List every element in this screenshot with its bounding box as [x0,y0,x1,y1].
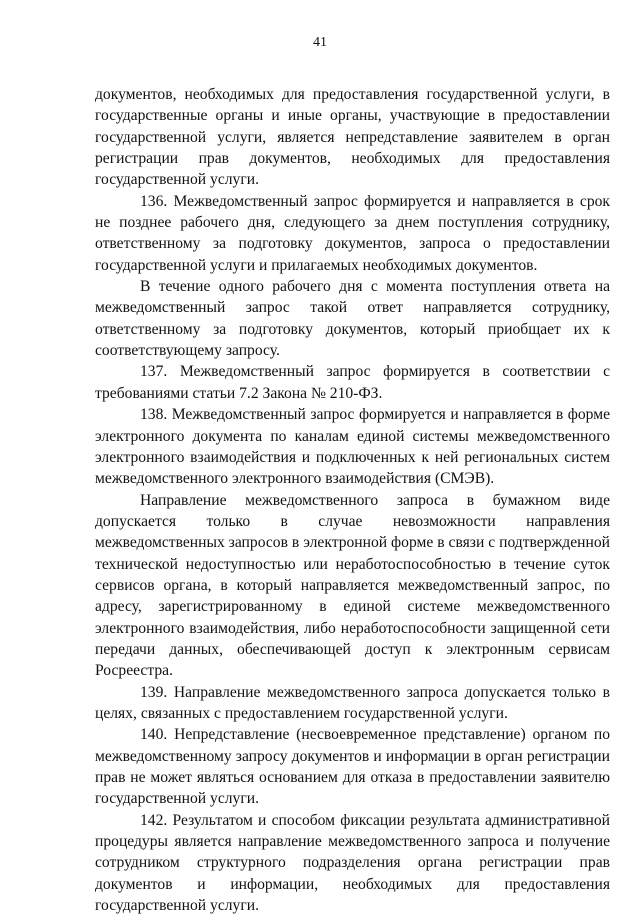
paragraph-140: 140. Непредставление (несвоевременное представление) органом по межведомственному запросу документов и информации в орган регистрации прав не может являться основанием для отказа в предоставлении заявителю государственной услуги. [95,726,610,808]
paragraph-continuation: документов, необходимых для предоставления государственной услуги, в государственные органы и иные органы, участвующие в предоставлении государственной услуги, является непредставление заявителем в орган регистрации прав документов, необходимых для предоставления государственной услуги. [95,86,610,189]
document-body [95,84,610,916]
paragraph-139: 139. Направление межведомственного запроса допускается только в целях, связанных с предоставлением государственной услуги. [95,683,610,722]
paragraph-136-response: В течение одного рабочего дня с момента поступления ответа на межведомственный запрос такой ответ направляется сотруднику, ответственному за подготовку документов, который приобщает их к соответствующему запросу. [95,278,610,360]
page-number: 41 [313,35,327,50]
paragraph-137: 137. Межведомственный запрос формируется в соответствии с требованиями статьи 7.2 Закона № 210-ФЗ. [95,363,610,402]
paragraph-136: 136. Межведомственный запрос формируется и направляется в срок не позднее рабочего дня, следующего за днем поступления сотруднику, ответственному за подготовку документов, запроса о предоставлении государственной услуги и прилагаемых необходимых документов. [95,192,610,274]
paragraph-138: 138. Межведомственный запрос формируется и направляется в форме электронного документа по каналам единой системы межведомственного электронного взаимодействия и подключенных к ней региональных систем межведомственного электронного взаимодействия (СМЭВ). [95,406,610,488]
paragraph-142: 142. Результатом и способом фиксации результата административной процедуры является направление межведомственного запроса и получение сотрудником структурного подразделения органа регистрации прав документов и информации, необходимых для предоставления государственной услуги. [95,811,610,915]
paragraph-138-paper: Направление межведомственного запроса в бумажном виде допускается только в случае невозможности направления межведомственных запросов в электронной форме в связи с подтвержденной технической недоступностью или неработоспособностью в течение суток сервисов органа, в который направляется межведомственный запрос, по адресу, зарегистрированному в единой системе межведомственного электронного взаимодействия, либо неработоспособности защищенной сети передачи данных, обеспечивающей доступ к электронным сервисам Росреестра. [95,491,610,680]
